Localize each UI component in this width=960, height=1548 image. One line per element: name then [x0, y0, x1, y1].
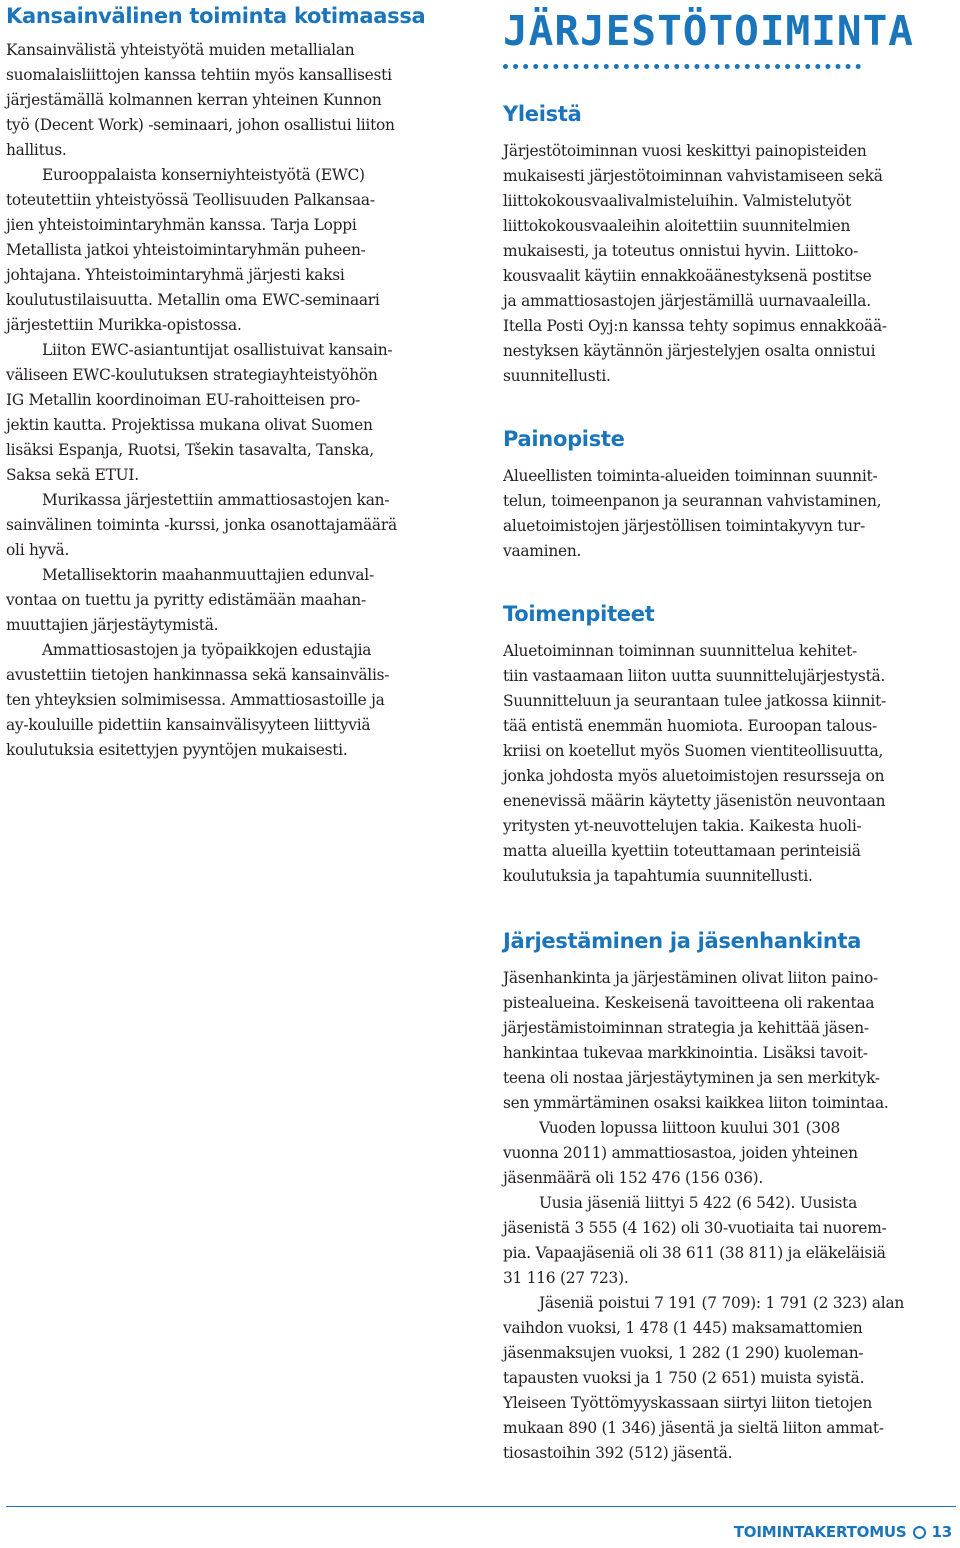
page-number: 13 — [931, 1523, 952, 1541]
paragraph-poistuneet: Jäseniä poistui 7 191 (7 709): 1 791 (2 323) alan vaihdon vuoksi, 1 478 (1 445) maksamattomien jäsenmaksujen vuoksi, 1 282 (1 290) kuoleman- tapausten vuoksi ja 1 750 (2 651) muista syistä. Yleiseen Työttömyyskassaan siirtyi liiton tietojen mukaan 890 (1 346) jäsentä ja sieltä liiton ammat- tiosastoihin 392 (512) jäsentä. — [503, 1294, 905, 1462]
page-footer — [734, 1521, 952, 1543]
page-title: JÄRJESTÖTOIMINTA — [503, 7, 914, 55]
circle-icon — [913, 1526, 926, 1539]
section-heading-yleista: Yleistä — [503, 102, 582, 126]
paragraph-toimenpiteet: Aluetoiminnan toiminnan suunnittelua kehitet- tiin vastaamaan liiton uutta suunnittelujärjestystä. Suunnitteluun ja seurantaan tulee jatkossa kiinnit- tää entistä enemmän huomiota. Euroopan talous- kriisi on koetellut myös Suomen vientiteollisuutta, jonka johdosta myös aluetoimistojen resursseja on enenevissä määrin käytetty jäsenistön neuvontaan yritysten yt-neuvottelujen takia. Kaikesta huoli- matta alueilla kyettiin toteuttamaan perinteisiä koulutuksia ja tapahtumia suunnitellusti. — [503, 642, 886, 885]
paragraph-ewc-experts: Liiton EWC-asiantuntijat osallistuivat kansain- väliseen EWC-koulutuksen strategiayhteistyöhön IG Metallin koordinoiman EU-rahoitteisen pro- jektin kautta. Projektissa mukana olivat Suomen lisäksi Espanja, Ruotsi, Tšekin tasavalta, Tanska, Saksa sekä ETUI. — [6, 341, 393, 484]
paragraph-painopiste: Alueellisten toiminta-alueiden toiminnan suunnit- telun, toimeenpanon ja seurannan vahvistaminen, aluetoimistojen järjestöllisen toimintakyvyn tur- vaaminen. — [503, 467, 882, 560]
paragraph-immigrants: Metallisektorin maahanmuuttajien edunval- vontaa on tuettu ja pyritty edistämään maahan- muuttajien järjestäytymistä. — [6, 566, 374, 634]
right-column — [503, 0, 955, 1466]
paragraph-ewc: Eurooppalaista konserniyhteistyötä (EWC) toteutettiin yhteistyössä Teollisuuden Palkansaa- jien yhteistoimintaryhmän kanssa. Tarja Loppi Metallista jatkoi yhteistoimintaryhmän puheen- johtajana. Yhteistoimintaryhmä järjesti kaksi koulutustilaisuutta. Metallin oma EWC-seminaari järjestettiin Murikka-opistossa. — [6, 166, 380, 334]
footer-label: TOIMINTAKERTOMUS — [733, 1523, 907, 1541]
paragraph-kunnon-tyo: Kansainvälistä yhteistyötä muiden metallialan suomalaisliittojen kanssa tehtiin myös kansallisesti järjestämällä kolmannen kerran yhteinen Kunnon työ (Decent Work) -seminaari, johon osallistui liiton hallitus. — [6, 41, 395, 159]
section-heading-painopiste: Painopiste — [503, 427, 625, 451]
paragraph-jasenhankinta: Jäsenhankinta ja järjestäminen olivat liiton paino- pistealueina. Keskeisenä tavoitteena oli rakentaa järjestämistoiminnan strategia ja kehittää jäsen- hankintaa tukevaa markkinointia. Lisäksi tavoit- teena oli nostaa järjestäytyminen ja sen merkityk- sen ymmärtäminen osaksi kaikkea liiton toimintaa. — [503, 969, 889, 1112]
paragraph-ammattiosastot: Vuoden lopussa liittoon kuului 301 (308 vuonna 2011) ammattiosastoa, joiden yhteinen jäsenmäärä oli 152 476 (156 036). — [503, 1119, 858, 1187]
footer-rule — [6, 1506, 956, 1507]
section-heading-international: Kansainvälinen toiminta kotimaassa — [6, 4, 426, 28]
left-column — [6, 0, 471, 763]
paragraph-yleista: Järjestötoiminnan vuosi keskittyi painopisteiden mukaisesti järjestötoiminnan vahvistamiseen sekä liittokokousvaalivalmisteluihin. Valmistelutyöt liittokokousvaaleihin aloitettiin suunnitelmien mukaisesti, ja toteutus onnistui hyvin. Liittoko- kousvaalit käytiin ennakkoäänestyksenä postitse ja ammattiosastojen järjestämillä uurnavaaleilla. Itella Posti Oyj:n kanssa tehty sopimus ennakkoää- nestyksen käytännön järjestelyjen osalta onnistui suunnitellusti. — [503, 142, 887, 385]
section-heading-toimenpiteet: Toimenpiteet — [503, 602, 655, 626]
dotted-divider — [503, 64, 861, 69]
paragraph-representatives: Ammattiosastojen ja työpaikkojen edustajia avustettiin tietojen hankinnassa sekä kansainvälis- ten yhteyksien solmimisessa. Ammattiosastoille ja ay-kouluille pidettiin kansainvälisyyteen liittyviä koulutuksia esitettyjen pyyntöjen mukaisesti. — [6, 641, 390, 759]
section-heading-jarjestaminen: Järjestäminen ja jäsenhankinta — [503, 929, 862, 953]
paragraph-uudet-jasenet: Uusia jäseniä liittyi 5 422 (6 542). Uusista jäsenistä 3 555 (4 162) oli 30-vuotiaita tai nuorem- pia. Vapaajäseniä oli 38 611 (38 811) ja eläkeläisiä 31 116 (27 723). — [503, 1194, 887, 1287]
paragraph-murikka: Murikassa järjestettiin ammattiosastojen kan- sainvälinen toiminta -kurssi, jonka osanottajamäärä oli hyvä. — [6, 491, 397, 559]
